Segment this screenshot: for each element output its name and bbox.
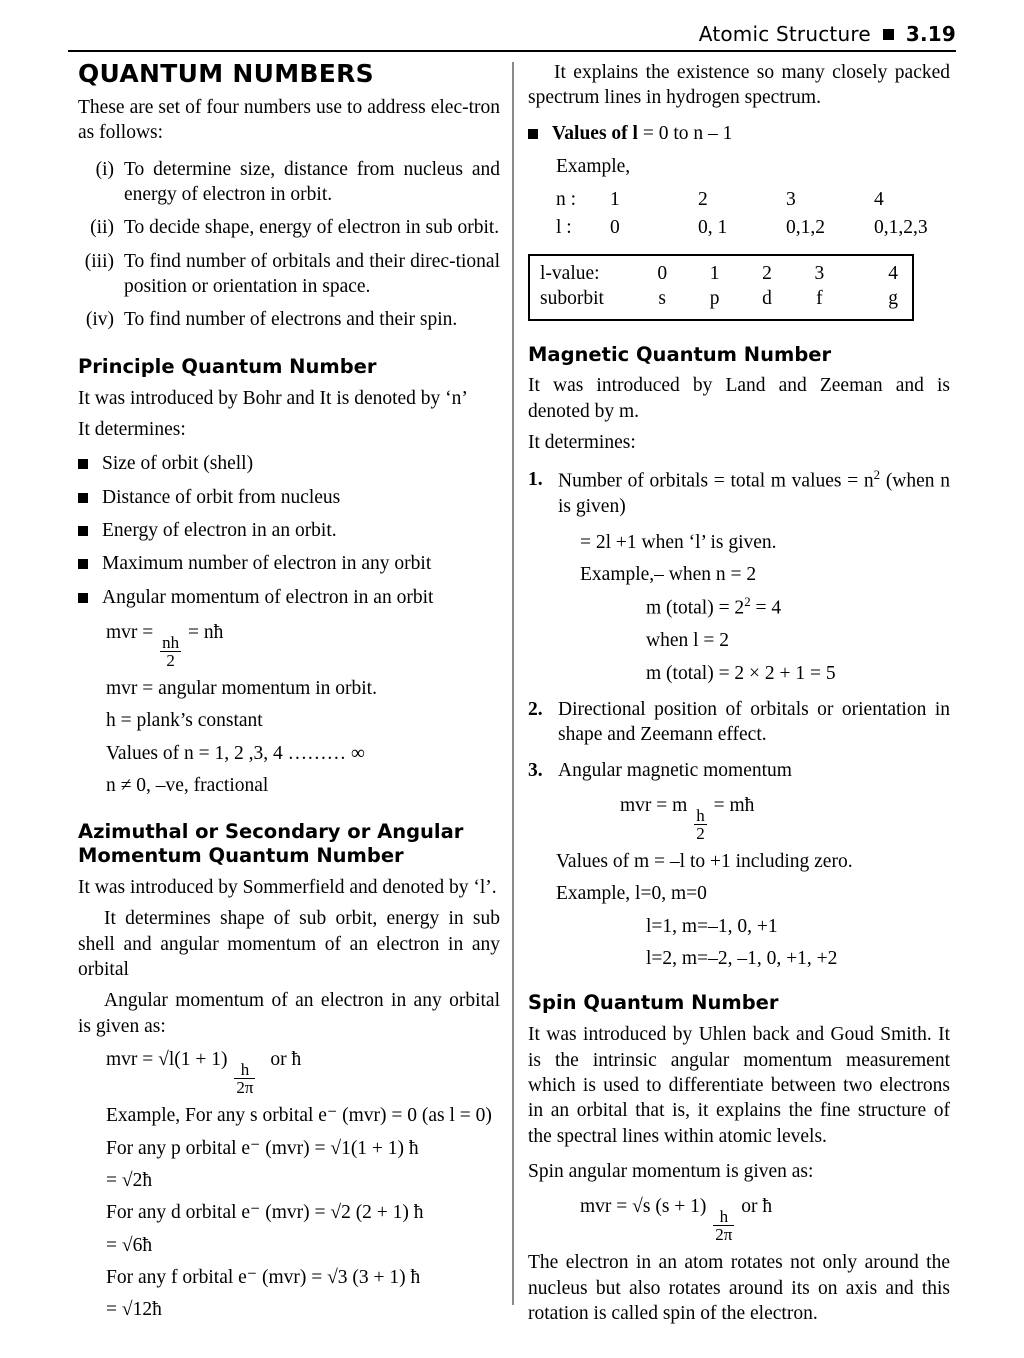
azimuthal-example-line: For any d orbital e⁻ (mvr) = √2 (2 + 1) ħ	[106, 1202, 424, 1224]
azimuthal-paragraph-1: It was introduced by Sommerfield and denoted by ‘l’.	[78, 877, 497, 898]
list-item	[78, 451, 500, 476]
fraction-numerator: nh	[162, 633, 180, 653]
list-item-marker: (ii)	[90, 217, 114, 239]
n-constraints: n ≠ 0, –ve, fractional	[106, 775, 269, 797]
cell: 2	[698, 189, 708, 211]
equation-azimuthal-mvr	[78, 1047, 500, 1096]
spin-paragraph-1: It was introduced by Uhlen back and Goud Smith. It is the intrinsic angular momentum measurement which is used to differentiate between two electrons in an orbital that is, it explains the fine structure of the spectral lines within atomic levels.	[528, 1024, 950, 1147]
list-item-label: Energy of electron in an orbit.	[102, 519, 337, 541]
square-bullet-icon	[78, 485, 102, 510]
equation-rhs: = mħ	[713, 794, 755, 816]
list-item	[78, 249, 500, 300]
magnetic-sub-line: = 2l +1 when ‘l’ is given.	[580, 531, 777, 553]
page-title: QUANTUM NUMBERS	[78, 59, 374, 88]
principle-intro-line-1: It was introduced by Bohr and It is denoted by ‘n’	[78, 387, 468, 409]
cell: 0,1,2,3	[874, 217, 928, 239]
table-cell: f	[816, 287, 823, 309]
values-of-n: Values of n = 1, 2 ,3, 4 ……… ∞	[106, 742, 365, 764]
left-column	[78, 60, 500, 1330]
magnetic-example-line: l=1, m=–1, 0, +1	[646, 915, 778, 937]
list-item-marker: (i)	[95, 158, 114, 180]
section-heading-azimuthal: Azimuthal or Secondary or Angular Momentum Quantum Number	[78, 820, 464, 868]
magnetic-example-line: l=2, m=–2, –1, 0, +1, +2	[646, 948, 838, 970]
right-column	[528, 60, 950, 1332]
square-bullet-icon	[78, 585, 102, 610]
table-row-header: suborbit	[540, 287, 604, 309]
list-item	[528, 467, 950, 519]
list-item-label: To find number of electrons and their spin.	[124, 309, 458, 331]
list-item-number: 2.	[528, 698, 543, 720]
list-item-label: Directional position of orbitals or orientation in shape and Zeemann effect.	[558, 698, 950, 746]
column-divider	[512, 62, 514, 1305]
equation-pre: m (total) = 2	[646, 597, 745, 619]
list-item	[528, 758, 950, 783]
table-cell: p	[709, 287, 720, 309]
table-cell: s	[658, 287, 666, 309]
list-item	[78, 518, 500, 543]
azimuthal-paragraph-2: It determines shape of sub orbit, energy in sub shell and angular momentum of an electron in any orbital	[78, 908, 500, 981]
list-item	[78, 585, 500, 610]
spin-paragraph-3: The electron in an atom rotates not only around the nucleus but also rotates around its on axis and this rotation is called spin of the electron.	[528, 1252, 950, 1325]
cell: 0,1,2	[786, 217, 825, 239]
magnetic-numbered-list-2	[528, 697, 950, 783]
magnetic-paragraph-1: It was introduced by Land and Zeeman and is denoted by m.	[528, 375, 950, 422]
fraction-denominator: 2π	[236, 1078, 254, 1098]
values-of-l-bullet	[528, 121, 950, 146]
cell: 0, 1	[698, 217, 728, 239]
example-label: Example,	[556, 156, 631, 178]
square-bullet-icon	[78, 551, 102, 576]
section-heading-spin: Spin Quantum Number	[528, 991, 779, 1015]
fraction-denominator: 2	[160, 651, 181, 669]
principle-bullet-list	[78, 451, 500, 610]
magnetic-sub-line: Example,– when n = 2	[580, 564, 757, 585]
list-item	[78, 215, 500, 240]
square-bullet-icon	[528, 121, 552, 146]
suborbit-table	[528, 254, 914, 321]
list-item-label: Angular magnetic momentum	[558, 759, 792, 781]
principle-intro-line-2: It determines:	[78, 418, 186, 440]
table-row-header: l-value:	[540, 262, 600, 284]
page-folio: 3.19	[905, 22, 956, 46]
table-cell: 1	[709, 262, 720, 284]
equation-lhs: mvr =	[106, 621, 154, 643]
values-of-l-bold: Values of l	[552, 122, 638, 144]
magnetic-paragraph-2: It determines:	[528, 432, 636, 454]
header-rule	[68, 50, 956, 52]
cell: 3	[786, 189, 796, 211]
azimuthal-example-line: For any f orbital e⁻ (mvr) = √3 (3 + 1) ħ	[106, 1266, 421, 1288]
fraction-denominator: 2	[696, 824, 705, 844]
table-row	[556, 214, 950, 242]
magnetic-example-line: Example, l=0, m=0	[556, 883, 707, 905]
superscript: 2	[873, 468, 881, 483]
cell: 0	[610, 217, 620, 239]
list-item-marker: (iv)	[85, 309, 114, 331]
roman-list	[78, 157, 500, 333]
equation-post: = 4	[750, 597, 782, 619]
definition-h: h = plank’s constant	[106, 710, 263, 732]
azimuthal-example-line: Example, For any s orbital e⁻ (mvr) = 0 (as l = 0)	[106, 1105, 492, 1127]
list-item-label: To determine size, distance from nucleus and energy of electron in orbit.	[124, 158, 500, 206]
square-bullet-icon	[78, 518, 102, 543]
equation-lhs: mvr = √l(1 + 1)	[106, 1049, 228, 1071]
list-item	[78, 485, 500, 510]
equation-lhs: mvr = √s (s + 1)	[580, 1196, 707, 1218]
list-item-number: 3.	[528, 759, 543, 781]
list-item	[78, 307, 500, 332]
list-item-label	[558, 467, 950, 519]
equation-spin-mvr	[528, 1194, 950, 1243]
list-item-label: Size of orbit (shell)	[102, 453, 254, 475]
fraction-h-2pi	[234, 1061, 255, 1096]
values-of-l-rest: = 0 to n – 1	[642, 122, 733, 144]
section-heading-magnetic: Magnetic Quantum Number	[528, 342, 832, 366]
equation-rhs: or ħ	[741, 1196, 773, 1218]
list-item-label: Maximum number of electron in any orbit	[102, 553, 432, 575]
list-item-label: Angular momentum of electron in an orbit	[102, 586, 434, 608]
fraction-numerator: h	[719, 1207, 729, 1227]
fraction-numerator: h	[240, 1060, 250, 1080]
running-head	[68, 22, 956, 46]
table-row	[540, 287, 902, 312]
spin-paragraph-2: Spin angular momentum is given as:	[528, 1160, 814, 1182]
right-top-paragraph: It explains the existence so many closely packed spectrum lines in hydrogen spectrum.	[528, 62, 950, 109]
azimuthal-example-line: = √2ħ	[106, 1169, 153, 1191]
superscript: 2	[744, 595, 751, 610]
azimuthal-example-line: = √12ħ	[106, 1299, 162, 1321]
magnetic-m-total-2l1: m (total) = 2 × 2 + 1 = 5	[646, 662, 836, 684]
azimuthal-example-line: For any p orbital e⁻ (mvr) = √1(1 + 1) ħ	[106, 1137, 419, 1159]
list-item	[528, 697, 950, 748]
intro-paragraph: These are set of four numbers use to address elec-tron as follows:	[78, 97, 500, 144]
equation-rhs: or ħ	[270, 1049, 302, 1071]
n-l-value-grid	[528, 186, 950, 241]
list-item-label: To find number of orbitals and their direc-tional position or orientation in space.	[124, 250, 500, 298]
cell: 4	[874, 189, 884, 211]
section-heading-principle: Principle Quantum Number	[78, 354, 377, 378]
list-item-number: 1.	[528, 469, 543, 491]
list-item	[528, 121, 950, 146]
table-cell: 4	[888, 262, 899, 284]
fraction-denominator: 2π	[715, 1225, 733, 1245]
equation-magnetic-mvr	[528, 793, 950, 842]
fraction-h-2pi	[713, 1208, 734, 1243]
table-cell: 3	[814, 262, 825, 284]
table-cell: 2	[762, 262, 772, 284]
row-label: l :	[556, 217, 572, 239]
table-cell: d	[762, 287, 772, 309]
equation-lhs: mvr = m	[620, 794, 688, 816]
table-cell: 0	[657, 262, 668, 284]
magnetic-m-total-n2	[528, 594, 950, 621]
equation-rhs: = nħ	[188, 621, 224, 643]
list-item-label	[552, 121, 950, 146]
cell: 1	[610, 189, 620, 211]
table-cell: g	[888, 287, 899, 309]
magnetic-numbered-list	[528, 467, 950, 519]
filled-square-icon	[883, 29, 894, 40]
magnetic-values-of-m: Values of m = –l to +1 including zero.	[556, 851, 853, 873]
fraction-numerator: h	[696, 806, 705, 826]
list-item-label: To decide shape, energy of electron in sub orbit.	[124, 217, 500, 239]
list-item-text-head: Number of orbitals = total m values = n	[558, 470, 874, 492]
azimuthal-example-line: = √6ħ	[106, 1234, 153, 1256]
fraction-h-2	[694, 807, 707, 842]
list-item-text-tail: (when n is given)	[558, 470, 950, 518]
row-label: n :	[556, 189, 577, 211]
running-head-chapter: Atomic Structure	[698, 22, 871, 46]
list-item	[78, 157, 500, 208]
table-row	[556, 186, 950, 214]
list-item-label: Distance of orbit from nucleus	[102, 486, 341, 508]
magnetic-when-l: when l = 2	[646, 630, 730, 652]
equation-mvr-nh	[78, 620, 500, 669]
definition-mvr: mvr = angular momentum in orbit.	[106, 678, 377, 700]
list-item-marker: (iii)	[84, 250, 114, 272]
fraction-nh-2	[160, 634, 181, 669]
azimuthal-paragraph-3: Angular momentum of an electron in any orbital is given as:	[78, 990, 500, 1037]
table-row	[540, 262, 902, 287]
list-item	[78, 551, 500, 576]
square-bullet-icon	[78, 451, 102, 476]
